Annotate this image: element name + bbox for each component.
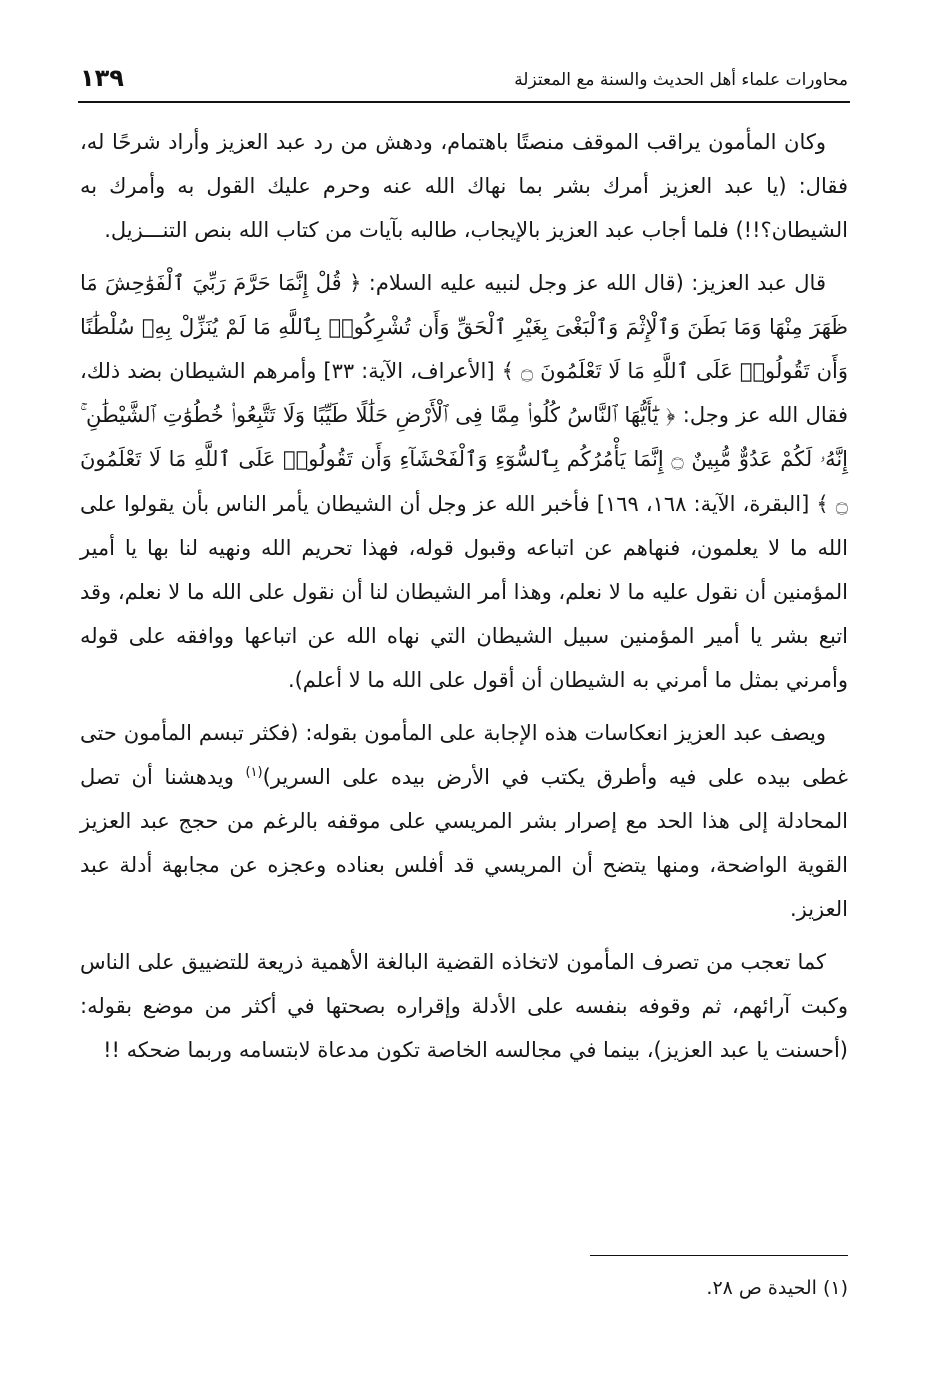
text-segment: قال عبد العزيز: (قال الله عز وجل لنبيه عليه السلام: (361, 270, 826, 295)
text-segment: كما تعجب من تصرف المأمون لاتخاذه القضية البالغة الأهمية ذريعة للتضييق على الناس وكبت آرائهم، ثم وقوفه بنفسه على الأدلة وإقراره بصحتها في أكثر من موضع بقوله: (أحسنت يا عبد العزيز)، بينما في مجالسه الخاصة تكون مدعاة لابتسامه وربما ضحكه !! (80, 949, 848, 1063)
body-text (80, 120, 848, 1080)
page-header (80, 62, 848, 102)
text-segment: [الأعراف، الآية: ٣٣] وأمرهم الشيطان بضد ذلك، فقال الله عز وجل: (80, 359, 848, 428)
text-segment: وكان المأمون يراقب الموقف منصتًا باهتمام، ودهش من رد عبد العزيز وأراد شرحًا له، فقال: (يا عبد العزيز أمرك بشر بما نهاك الله عنه وحرم عليك القول به وأمرك به الشيطان؟!!) فلما أجاب عبد العزيز بالإيجاب، طالبه بآيات من كتاب الله بنص التنـــزيل. (80, 130, 848, 243)
paragraph (80, 711, 848, 932)
paragraph (80, 261, 848, 703)
footnote-rule (590, 1255, 848, 1256)
text-segment: [البقرة، الآية: ١٦٨، ١٦٩] فأخبر الله عز وجل أن الشيطان يأمر الناس بأن يقولوا على الله ما لا يعلمون، فنهاهم عن اتباعه وقبول قوله، فهذا تحريم الله ونهيه لنا بها يا أمير المؤمنين أن نقول عليه ما لا نعلم، وهذا أمر الشيطان لنا أن نقول على الله ما لا نعلم، وقد اتبع بشر يا أمير المؤمنين سبيل الشيطان التي نهاه الله عن اتباعها ووافقه على قوله وأمرني بمثل ما أمرني به الشيطان أن أقول على الله ما لا أعلم). (80, 491, 848, 693)
paragraph (80, 940, 848, 1073)
footnote: (١) الحيدة ص ٢٨. (706, 1277, 848, 1299)
paragraph (80, 120, 848, 253)
footnote-reference: (١) (245, 764, 263, 780)
page-number: ١٣٩ (80, 64, 124, 92)
running-title: محاورات علماء أهل الحديث والسنة مع المعتزلة (514, 70, 848, 90)
quran-verse: ﴿ قُلْ إِنَّمَا حَرَّمَ رَبِّيَ ٱلْفَوَٰحِشَ مَا ظَهَرَ مِنْهَا وَمَا بَطَنَ وَٱلْإِثْمَ وَٱلْبَغْىَ بِغَيْرِ ٱلْحَقِّ وَأَن تُشْرِكُوا۟ بِٱللَّهِ مَا لَمْ يُنَزِّلْ بِهِۦ سُلْطَٰنًا وَأَن تَقُولُوا۟ عَلَى ٱللَّهِ مَا لَا تَعْلَمُونَ ۝ ﴾ (80, 270, 848, 384)
text-segment: ويدهشنا أن تصل المحادلة إلى هذا الحد مع إصرار بشر المريسي على موقفه بالرغم من حجج عبد العزيز القوية الواضحة، ومنها يتضح أن المريسي قد أفلس بعناده وعجزه عن مجابهة أدلة عبد العزيز. (80, 764, 848, 922)
header-rule (78, 101, 850, 103)
text-segment: ويصف عبد العزيز انعكاسات هذه الإجابة على المأمون بقوله: (فكثر تبسم المأمون حتى غطى بيده على فيه وأطرق يكتب في الأرض بيده على السرير) (80, 720, 849, 789)
quran-verse: ﴿ يَٰٓأَيُّهَا ٱلنَّاسُ كُلُوا۟ مِمَّا فِى ٱلْأَرْضِ حَلَٰلًا طَيِّبًا وَلَا تَتَّبِعُوا۟ خُطُوَٰتِ ٱلشَّيْطَٰنِ ۚ إِنَّهُۥ لَكُمْ عَدُوٌّ مُّبِينٌ ۝ إِنَّمَا يَأْمُرُكُم بِٱلسُّوٓءِ وَٱلْفَحْشَآءِ وَأَن تَقُولُوا۟ عَلَى ٱللَّهِ مَا لَا تَعْلَمُونَ ۝ ﴾ (80, 403, 849, 516)
